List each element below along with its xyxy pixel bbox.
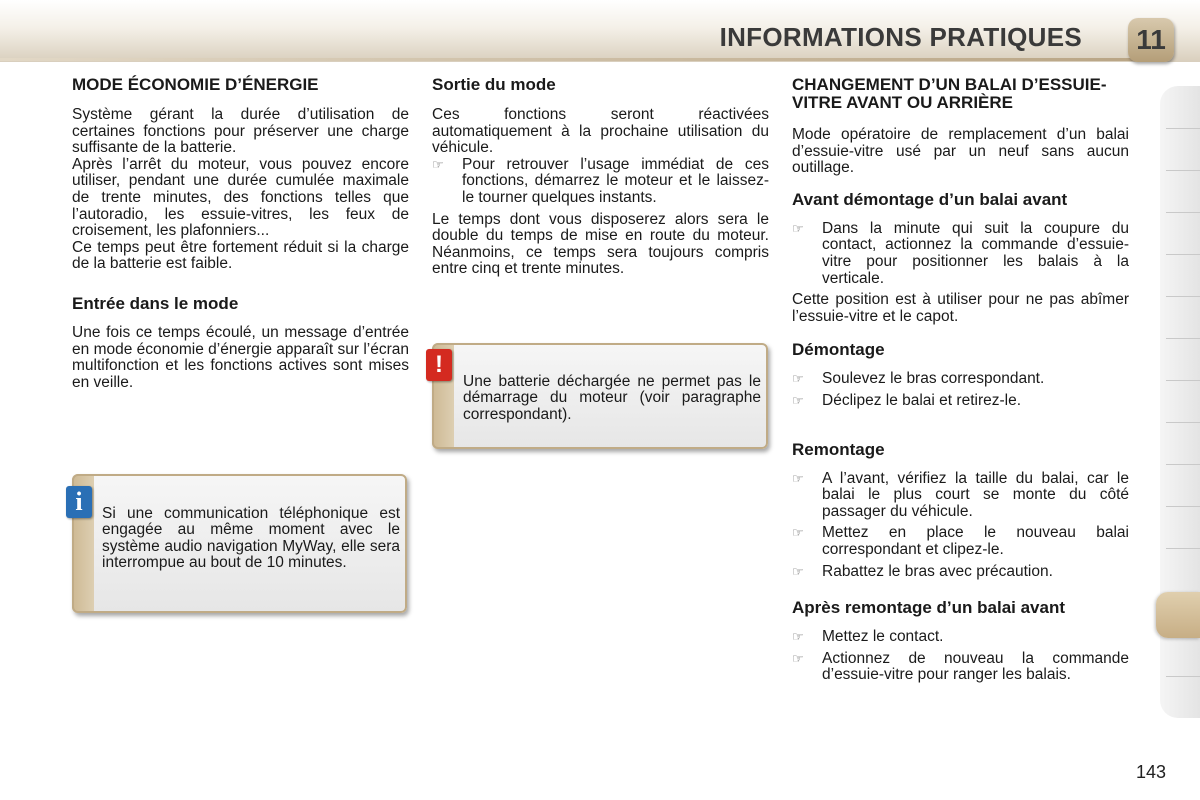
chapter-badge: 11 [1128, 18, 1174, 62]
pointing-hand-icon: ☞ [792, 392, 804, 408]
tab-divider [1166, 676, 1200, 677]
pointing-hand-icon: ☞ [792, 220, 804, 236]
pointing-hand-icon: ☞ [792, 650, 804, 666]
list-item: ☞ Dans la minute qui suit la coupure du contact, actionnez la commande d’essuie-vitre pour positionner les balais à la verticale. [792, 219, 1129, 287]
paragraph: Ce temps peut être fortement réduit si la charge de la batterie est faible. [72, 238, 409, 273]
paragraph: Le temps dont vous disposerez alors sera le double du temps de mise en route du moteur. Néanmoins, ce temps sera toujours compris entre cinq et trente minutes. [432, 210, 769, 278]
paragraph: Mode opératoire de remplacement d’un balai d’essuie-vitre usé par un neuf sans aucun outillage. [792, 126, 1129, 177]
pointing-hand-icon: ☞ [792, 371, 804, 387]
warning-text: Une batterie déchargée ne permet pas le démarrage du moteur (voir paragraphe correspondant). [463, 373, 761, 423]
list-item: ☞ Mettez en place le nouveau balai correspondant et clipez-le. [792, 524, 1129, 558]
tab-divider [1166, 338, 1200, 339]
tab-divider [1166, 296, 1200, 297]
column-wiper-blade [792, 76, 1129, 689]
paragraph: Cette position est à utiliser pour ne pas abîmer l’essuie-vitre et le capot. [792, 291, 1129, 325]
bullet-list [792, 221, 1129, 287]
tab-divider [1166, 170, 1200, 171]
exclamation-icon: ! [426, 349, 452, 381]
info-callout [72, 474, 407, 613]
energy-saving-heading: MODE ÉCONOMIE D’ÉNERGIE [72, 75, 319, 94]
tab-divider [1166, 212, 1200, 213]
pointing-hand-icon: ☞ [792, 629, 804, 645]
info-text: Si une communication téléphonique est engagée au même moment avec le système audio navigation MyWay, elle sera interrompue au bout de 10 minutes. [102, 505, 400, 572]
section-title: INFORMATIONS PRATIQUES [719, 22, 1082, 52]
list-item: ☞ Soulevez le bras correspondant. [792, 370, 1045, 388]
bullet-list [792, 371, 1129, 409]
list-item: ☞ Mettez le contact. [792, 628, 944, 646]
pointing-hand-icon: ☞ [792, 470, 804, 486]
bullet-list [432, 157, 769, 207]
before-removal-heading: Avant démontage d’un balai avant [792, 189, 1068, 209]
tab-divider [1166, 380, 1200, 381]
paragraph: Ces fonctions seront réactivées automatiquement à la prochaine utilisation du véhicule. [432, 106, 769, 157]
paragraph: Après l’arrêt du moteur, vous pouvez encore utiliser, pendant une durée cumulée maximale de trente minutes, des fonctions telles que l’autoradio, les essuie-vitres, les feux de croisement, les plafonniers... [72, 155, 409, 240]
tab-divider [1166, 548, 1200, 549]
paragraph: Système gérant la durée d’utilisation de certaines fonctions pour préserver une charge suffisante de la batterie. [72, 106, 409, 157]
pointing-hand-icon: ☞ [792, 525, 804, 541]
after-refit-heading: Après remontage d’un balai avant [792, 598, 1066, 618]
tab-divider [1166, 506, 1200, 507]
list-item: ☞ A l’avant, vérifiez la taille du balai, car le balai le plus court se monte du côté passager du véhicule. [792, 469, 1129, 520]
tab-divider [1166, 464, 1200, 465]
column-mode-exit [432, 76, 769, 278]
removal-heading: Démontage [792, 340, 885, 360]
pointing-hand-icon: ☞ [432, 156, 444, 172]
bullet-list [792, 629, 1129, 684]
warning-callout [432, 343, 768, 449]
header-rule [0, 58, 1140, 61]
tab-divider [1166, 422, 1200, 423]
wiper-blade-heading: CHANGEMENT D’UN BALAI D’ESSUIE-VITRE AVANT OU ARRIÈRE [792, 75, 1107, 112]
tab-divider [1166, 128, 1200, 129]
mode-exit-heading: Sortie du mode [432, 75, 556, 94]
list-item: ☞ Actionnez de nouveau la commande d’essuie-vitre pour ranger les balais. [792, 649, 1129, 684]
refit-heading: Remontage [792, 439, 885, 459]
info-icon: i [66, 486, 92, 518]
pointing-hand-icon: ☞ [792, 563, 804, 579]
tab-divider [1166, 254, 1200, 255]
list-item: ☞ Rabattez le bras avec précaution. [792, 562, 1053, 580]
page-number: 143 [1136, 762, 1167, 782]
paragraph: Une fois ce temps écoulé, un message d’entrée en mode économie d’énergie apparaît sur l’écran multifonction et les fonctions actives sont mises en veille. [72, 323, 409, 391]
active-chapter-tab [1156, 592, 1200, 638]
list-item: ☞ Pour retrouver l’usage immédiat de ces fonctions, démarrez le moteur et le laissez-le tourner quelques instants. [432, 155, 769, 206]
mode-entry-heading: Entrée dans le mode [72, 293, 239, 313]
column-energy-saving [72, 76, 409, 391]
list-item: ☞ Déclipez le balai et retirez-le. [792, 391, 1022, 409]
bullet-list [792, 471, 1129, 581]
